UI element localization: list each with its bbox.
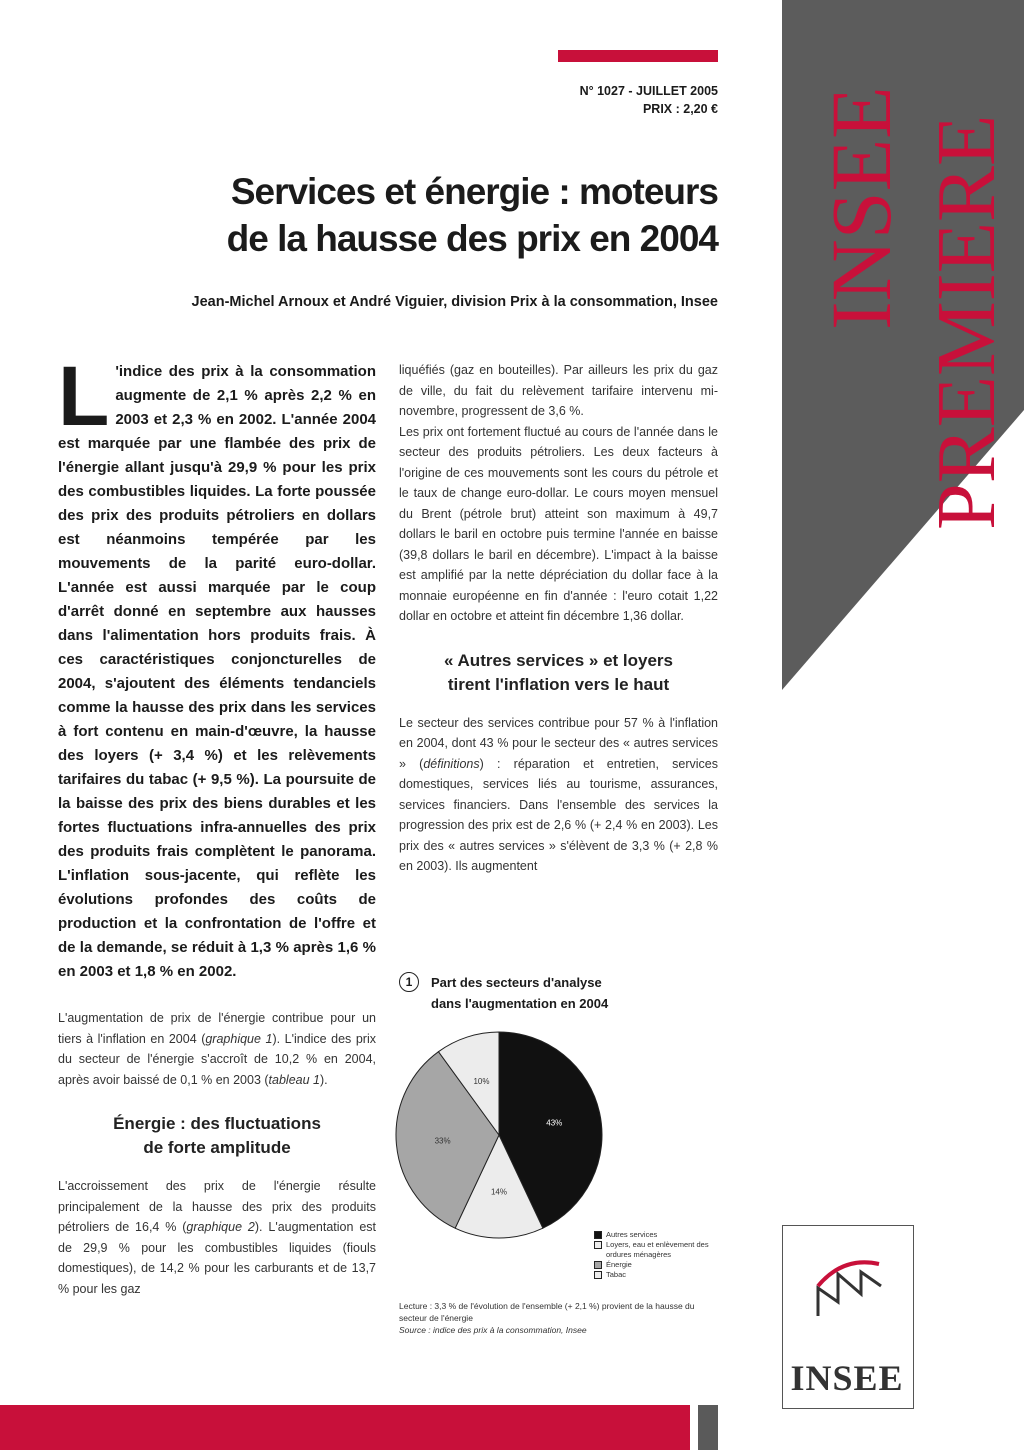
right-column (399, 360, 718, 877)
left-column (58, 349, 377, 1299)
figure-title-line-1: Part des secteurs d'analyse (431, 975, 602, 990)
legend-label: Autres services (606, 1230, 658, 1239)
section-heading-services (399, 649, 718, 697)
lead-text: 'indice des prix à la consommation augmente de 2,1 % après 2,2 % en 2003 et 2,3 % en 2002. L'année 2004 est marquée par une flambée des prix de l'énergie allant jusqu'à 29,9 % pour les prix des combustibles liquides. La forte poussée des prix des produits pétroliers en dollars est néanmoins tempérée par les mouvements de la parité euro-dollar. L'année est aussi marquée par le coup d'arrêt donné en septembre aux hausses dans l'alimentation hors produits frais. À ces caractéristiques conjoncturelles de 2004, s'ajoutent des éléments tendanciels comme la hausse des prix dans les services à fort contenu en main-d'œuvre, la hausse des loyers (+ 3,4 %) et les relèvements tarifaires du tabac (+ 9,5 %). La poursuite de la baisse des prix des biens durables et les fortes fluctuations infra-annuelles des prix des produits frais complètent le panorama. L'inflation sous-jacente, qui reflète les évolutions profondes des coûts de production et la confrontation de l'offre et de la demande, se réduit à 1,3 % après 1,6 % en 2003 et 1,8 % en 2002. (58, 363, 376, 980)
legend-swatch (594, 1231, 602, 1239)
figure-reading-note: Lecture : 3,3 % de l'évolution de l'ensemble (+ 2,1 %) provient de la hausse du secteur de l'énergie (399, 1301, 695, 1323)
legend-entry (594, 1270, 724, 1280)
text-run: L'augmentation de prix de l'énergie contribue pour un tiers à l'inflation en 2004 ( (58, 1011, 376, 1046)
authors-line: Jean-Michel Arnoux et André Viguier, division Prix à la consommation, Insee (191, 294, 718, 310)
section-heading-energie (58, 1112, 376, 1160)
heading-line-2: tirent l'inflation vers le haut (447, 674, 670, 694)
insee-logo-word: INSEE (790, 1358, 904, 1398)
legend-swatch (594, 1271, 602, 1279)
issue-price: PRIX : 2,20 € (642, 102, 718, 116)
issue-number: N° 1027 - JUILLET 2005 (579, 84, 718, 98)
text-run: ). (319, 1072, 328, 1087)
pie-legend (594, 1230, 724, 1280)
text-run: ). L'augmentation est de 29,9 % pour les combustibles liquides (fiouls domestiques), de 14,2 % pour les carburants et de 13,7 % pour les gaz (58, 1220, 377, 1296)
energy-paragraph (58, 1176, 376, 1299)
brand-sidebar (782, 0, 1024, 690)
pie-slice-label: 10% (473, 1077, 490, 1087)
heading-line-1: Énergie : des fluctuations (113, 1114, 321, 1133)
title-line-2: de la hausse des prix en 2004 (226, 218, 718, 259)
brand-premiere-text: PREMIERE (920, 114, 1013, 530)
legend-swatch (594, 1241, 602, 1249)
lead-paragraph (58, 349, 376, 984)
heading-line-2: de forte amplitude (143, 1138, 291, 1157)
legend-swatch (594, 1261, 602, 1269)
title-line-1: Services et énergie : moteurs (230, 171, 718, 212)
legend-entry (594, 1240, 724, 1260)
figure-title-line-2: dans l'augmentation en 2004 (431, 996, 609, 1011)
pie-chart (392, 1030, 622, 1240)
ref-graphique-1: graphique 1 (205, 1031, 273, 1046)
brand-insee-text: INSEE (813, 86, 909, 330)
pie-slice-label: 43% (546, 1118, 563, 1128)
drop-cap: L (58, 349, 110, 443)
insee-logo-icon (783, 1226, 913, 1356)
bottom-red-bar (0, 1405, 690, 1450)
page-title (78, 168, 718, 262)
text-run: ) : réparation et entretien, services domestiques, services liés au tourisme, assurances, services financiers. Dans l'ensemble des services la progression des prix est de 2,6 % (+ 2,4 % en 2003). Les prix des « autres services » s'élèvent de 3,3 % (+ 2,8 % en 2003). Ils augmentent (399, 756, 718, 873)
pie-slice-label: 14% (490, 1187, 508, 1197)
bottom-grey-bar (698, 1405, 718, 1450)
gas-paragraph: liquéfiés (gaz en bouteilles). Par ailleurs les prix du gaz de ville, du fait du relèvement tarifaire intervenu mi-novembre, progressent de 3,6 %. (399, 363, 718, 418)
legend-label: Loyers, eau et enlèvement des ordures ménagères (606, 1240, 709, 1259)
services-paragraph (399, 713, 718, 877)
figure-title (399, 972, 719, 1014)
issue-info (580, 82, 718, 118)
heading-line-1: « Autres services » et loyers (443, 650, 673, 670)
legend-entry (594, 1230, 724, 1240)
legend-entry (594, 1260, 724, 1270)
ref-definitions: définitions (423, 756, 480, 771)
energy-intro-paragraph (58, 1008, 376, 1090)
figure-number: 1 (399, 972, 419, 992)
legend-label: Tabac (606, 1270, 627, 1279)
pie-slice-label: 33% (434, 1136, 451, 1146)
figure-source: Source : indice des prix à la consommation, Insee (399, 1325, 587, 1335)
text-run: Le secteur des services contribue pour 57 % à l'inflation en 2004, dont 43 % pour le secteur des « autres services » ( (399, 715, 718, 771)
legend-label: Énergie (606, 1260, 632, 1269)
top-accent-bar (558, 50, 718, 62)
oil-paragraph: Les prix ont fortement fluctué au cours de l'année dans le secteur des produits pétroliers. Les deux facteurs à l'origine de ces mouvements sont les cours du pétrole et le taux de change euro-dollar. Le cours moyen mensuel du Brent (pétrole brut) atteint son maximum à 49,7 dollars le baril en octobre puis termine l'année en baisse (39,8 dollars le baril en décembre). L'impact à la baisse est amplifié par la nette dépréciation du dollar face à la monnaie européenne en fin d'année : l'euro cotait 1,22 dollar en octobre et atteint fin décembre 1,36 dollar. (399, 424, 718, 623)
text-run: L'accroissement des prix de l'énergie résulte principalement de la hausse des prix des produits pétroliers de 16,4 % ( (58, 1179, 376, 1234)
ref-graphique-2: graphique 2 (186, 1220, 255, 1234)
ref-tableau-1: tableau 1 (268, 1072, 320, 1087)
figure-note (399, 1300, 719, 1336)
text-run: ). L'indice des prix du secteur de l'énergie s'accroît de 10,2 % en 2004, après avoir baissé de 0,1 % en 2003 ( (58, 1031, 376, 1087)
